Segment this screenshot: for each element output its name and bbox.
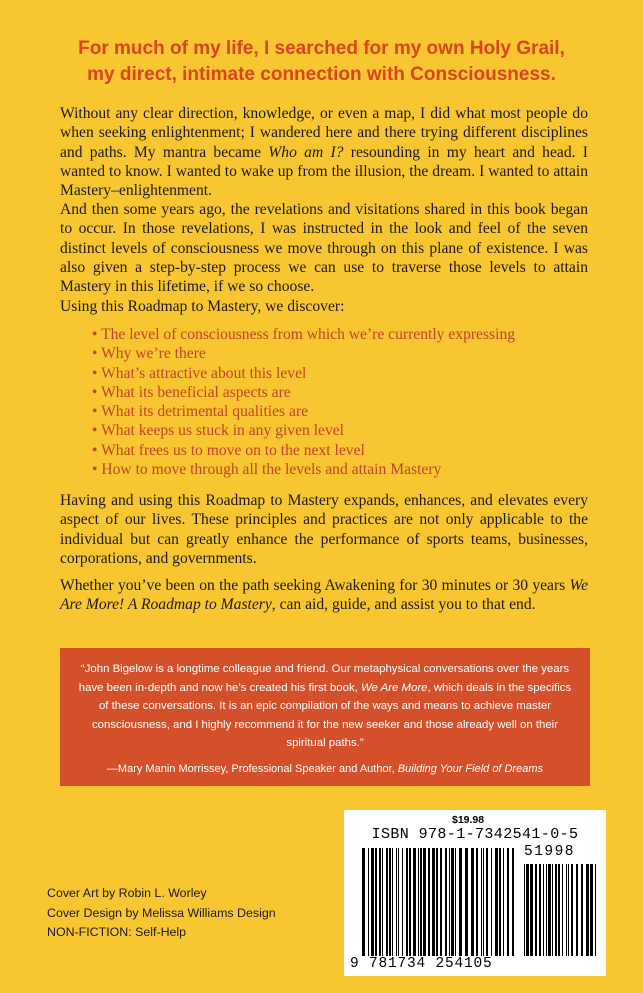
ean-digits: 9 781734 254105	[350, 956, 493, 972]
list-item: • What its detrimental qualities are	[92, 402, 592, 421]
barcode-icon	[344, 810, 606, 976]
testimonial-text-a: “John Bigelow is a longtime colleague and friend. Our metaphysical conversations over the years have been in-depth and now he’s created his first book,	[78, 663, 570, 694]
list-item: • How to move through all the levels and attain Mastery	[92, 460, 592, 479]
paragraph-closing-text-b: , can aid, guide, and assist you to that end.	[271, 596, 536, 614]
barcode-box	[344, 810, 606, 976]
attribution-author: —Mary Manin Morrissey, Professional Speaker and Author,	[106, 762, 398, 775]
paragraph-revelations: And then some years ago, the revelations and visitations shared in this book began to occur. In those revelations, I was instructed in the look and feel of the seven distinct levels of consciousness we move through on this plane of existence. I was also given a step-by-step process we can use to traverse those levels to attain Mastery in this lifetime, if we so choose.	[60, 201, 588, 296]
paragraph-intro	[60, 104, 588, 200]
list-item: • What keeps us stuck in any given level	[92, 421, 592, 440]
discover-list	[92, 325, 592, 479]
list-item: • The level of consciousness from which we’re currently expressing	[92, 325, 592, 344]
paragraph-closing-text-a: Whether you’ve been on the path seeking Awakening for 30 minutes or 30 years	[60, 577, 570, 594]
paragraph-benefits: Having and using this Roadmap to Mastery expands, enhances, and elevates every aspect of our lives. These principles and practices are not only applicable to the individual but can greatly enhance the performance of sports teams, businesses, corporations, and governments.	[60, 492, 588, 567]
testimonial-attribution	[74, 761, 576, 777]
headline-line-1: For much of my life, I searched for my own Holy Grail,	[78, 38, 565, 59]
testimonial-text-b: , which deals in the specifics of these conversations. It is an epic compilation of the ways and means to achieve master consciousness, and I highly recommend it for the new seeker and those already well on their spiritual paths.”	[91, 681, 572, 750]
paragraph-roadmap-intro: Using this Roadmap to Mastery, we discover:	[60, 298, 345, 315]
isbn-label: ISBN 978-1-7342541-0-5	[371, 826, 579, 843]
price-label: $19.98	[452, 814, 485, 826]
addon-digits: 51998	[524, 844, 576, 860]
list-item: • Why we’re there	[92, 344, 592, 363]
paragraph-closing	[60, 576, 588, 615]
testimonial-book-title: We Are More	[361, 681, 428, 694]
book-title-mention: We Are More! A Roadmap to Mastery	[60, 577, 588, 614]
attribution-book-title: Building Your Field of Dreams	[397, 762, 544, 775]
headline-line-2: my direct, intimate connection with Consciousness.	[87, 64, 556, 85]
list-item: • What’s attractive about this level	[92, 364, 592, 383]
paragraph-intro-text-b: resounding in my heart and head. I wanted to know. I wanted to wake up from the illusion, the dream. I wanted to attain Mastery–enlightenment.	[60, 143, 588, 200]
list-item: • What its beneficial aspects are	[92, 383, 592, 402]
paragraph-intro-text-a: Without any clear direction, knowledge, or even a map, I did what most people do when seeking enlightenment; I wandered here and there trying different disciplines and paths. My mantra became	[60, 105, 588, 161]
list-item: • What frees us to move on to the next level	[92, 441, 592, 460]
cover-design-credit: Cover Design by Melissa Williams Design	[47, 905, 276, 920]
headline	[20, 36, 623, 88]
testimonial-quote	[74, 660, 576, 753]
category-label: NON-FICTION: Self-Help	[47, 925, 187, 939]
paragraph-intro-mantra: Who am I?	[268, 143, 344, 161]
credits	[47, 884, 276, 943]
cover-art-credit: Cover Art by Robin L. Worley	[47, 886, 207, 900]
testimonial-box	[60, 648, 590, 786]
